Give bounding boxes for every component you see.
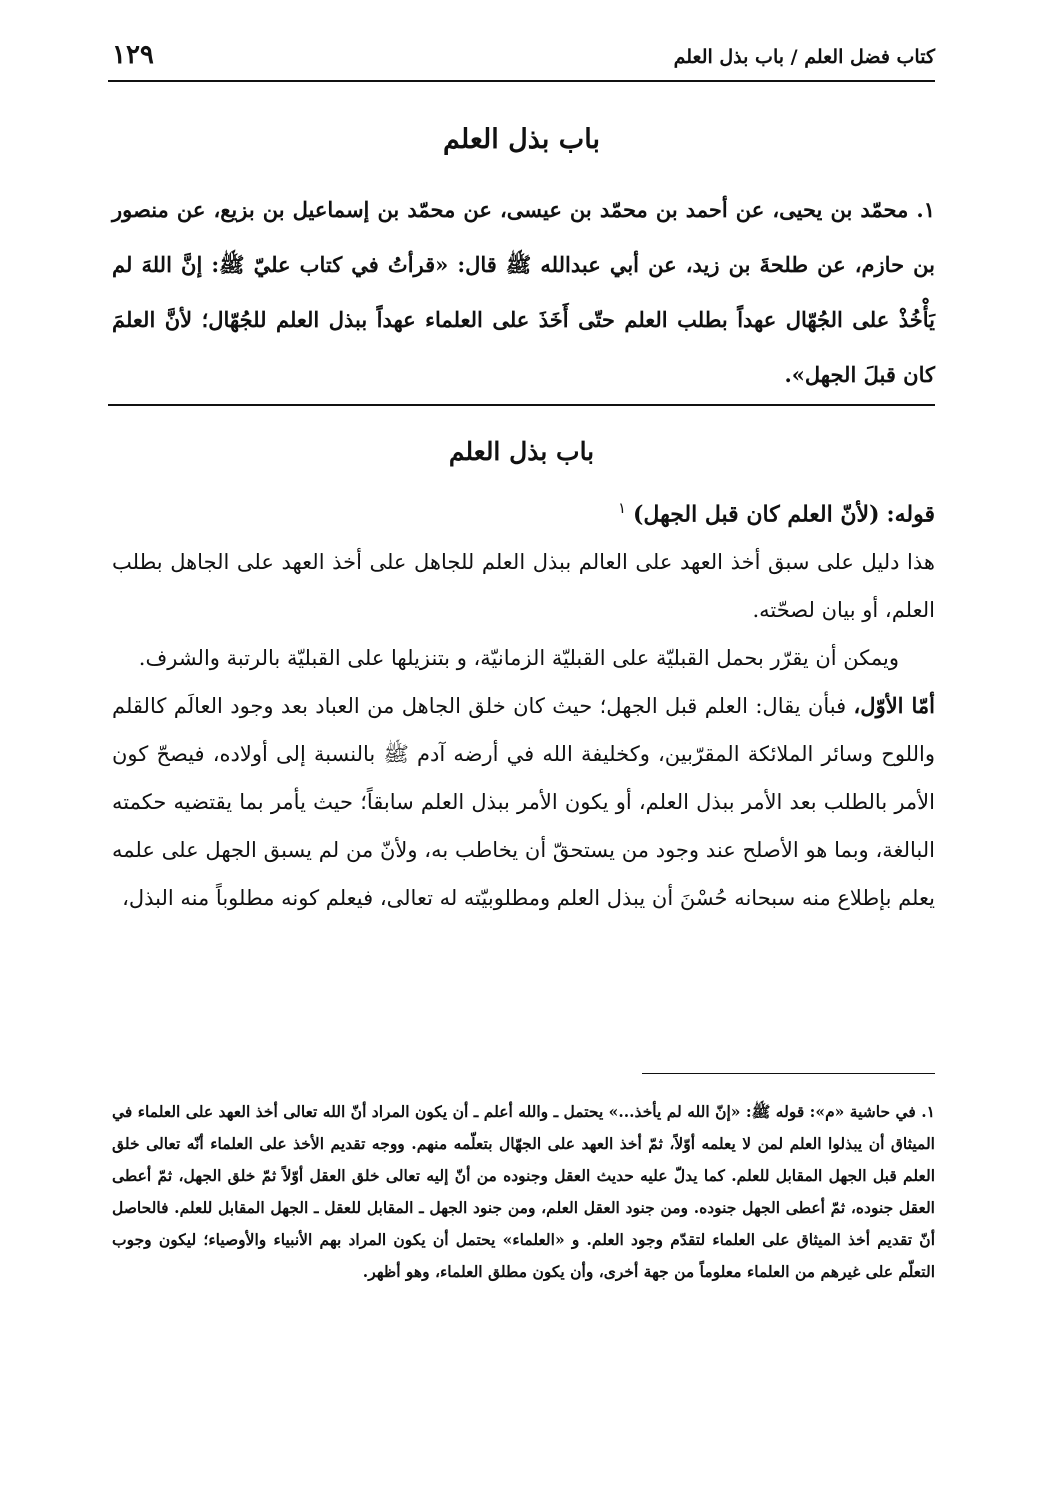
commentary-paragraph: هذا دليل على سبق أخذ العهد على العالم ببذل العلم للجاهل على أخذ العهد على الجاهل بطلب العلم، أو بيان لصحّته. — [112, 550, 935, 622]
chapter-heading: باب بذل العلم — [443, 124, 600, 155]
commentary-paragraph: ويمكن أن يقرّر بحمل القبليّة على القبليّة الزمانيّة، و بتنزيلها على القبليّة بالرتبة والشرف. — [138, 646, 899, 670]
page-number: ١٢٩ — [112, 40, 154, 70]
hadith-text: ١. محمّد بن يحيى، عن أحمد بن محمّد بن عيسى، عن محمّد بن إسماعيل بن بزيع، عن منصور بن حازم، عن طلحةَ بن زيد، عن أبي عبدالله ﷺ قال: «قرأتُ في كتاب عليّ ﷺ: إنَّ اللهَ لم يَأْخُذْ على الجُهّال عهداً بطلب العلم حتّى أَخَذَ على العلماء عهداً ببذل العلم للجُهّال؛ لأنَّ العلمَ كان قبلَ الجهل». — [112, 197, 935, 387]
footnote: ١. في حاشية «م»: قوله ﷺ: «إنّ الله لم يأخذ...» يحتمل ـ والله أعلم ـ أن يكون المراد أنّ الله تعالى أخذ العهد على العلماء في الميثاق أن يبذلوا العلم لمن لا يعلمه أوّلاً، ثمّ أخذ العهد على الجهّال بتعلّمه منهم. ووجه تقديم الأخذ على العلماء أنّه تعالى خلق العلم قبل الجهل المقابل للعلم. كما يدلّ عليه حديث العقل وجنوده من أنّ إليه تعالى خلق العقل أوّلاً ثمّ خلق الجهل، ثمّ أعطى العقل جنوده، ثمّ أعطى الجهل جنوده. ومن جنود العقل العلم، ومن جنود الجهل ـ المقابل للعقل ـ الجهل المقابل للعلم. فالحاصل أنّ تقديم أخذ الميثاق على العلماء لتقدّم وجود العلم. و «العلماء» يحتمل أن يكون المراد بهم الأنبياء والأوصياء؛ ليكون وجوب التعلّم على غيرهم من العلماء معلوماً من جهة أخرى، وأن يكون مطلق العلماء، وهو أظهر. — [112, 1102, 935, 1281]
qawluh-line — [112, 488, 935, 535]
running-title: كتاب فضل العلم / باب بذل العلم — [673, 46, 935, 68]
commentary-paragraph — [112, 682, 935, 922]
paragraph-lead: أمّا الأوّل، — [853, 693, 936, 718]
qawluh-quote: (لأنّ العلم كان قبل الجهل) — [633, 501, 880, 528]
footnote-reference[interactable]: ١ — [617, 499, 626, 517]
commentary-body — [112, 538, 935, 922]
qawluh-label: قوله: — [886, 501, 935, 528]
commentary-heading: باب بذل العلم — [448, 437, 595, 466]
footnote-separator — [642, 1073, 935, 1074]
paragraph-text: فبأن يقال: العلم قبل الجهل؛ حيث كان خلق الجاهل من العباد بعد وجود العالَم كالقلم واللوح وسائر الملائكة المقرّبين، وكخليفة الله في أرضه آدم ﷺ بالنسبة إلى أولاده، فيصحّ كون الأمر بالطلب بعد الأمر ببذل العلم، أو يكون الأمر ببذل العلم سابقاً؛ حيث يأمر بما يقتضيه حكمته البالغة، وبما هو الأصلح عند وجود من يستحقّ أن يخاطب به، ولأنّ من لم يسبق الجهل على علمه يعلم بإطلاع منه سبحانه حُسْنَ أن يبذل العلم ومطلوبيّته له تعالى، فيعلم كونه مطلوباً منه البذل، — [112, 694, 935, 910]
running-header — [108, 38, 935, 82]
section-divider — [108, 404, 935, 406]
